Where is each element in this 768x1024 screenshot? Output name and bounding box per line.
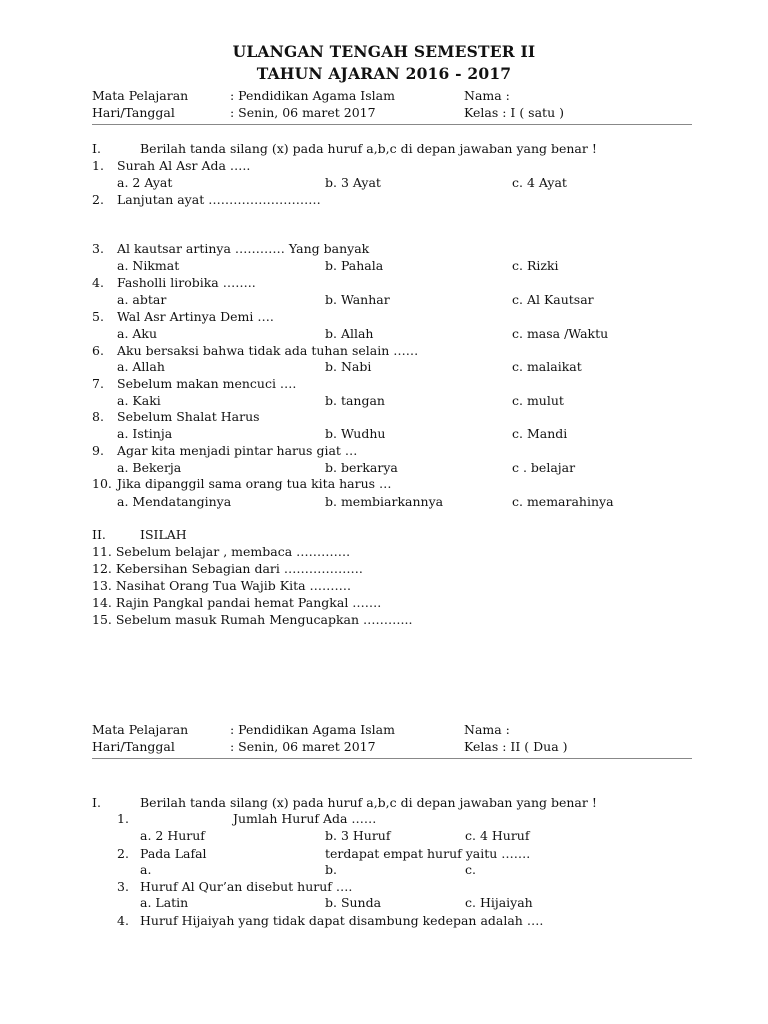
option-a: a. 2 Ayat	[117, 175, 173, 190]
option-b: b. Allah	[325, 326, 374, 341]
question-text: Sebelum Shalat Harus	[117, 409, 260, 424]
question-number: 1.	[92, 158, 104, 173]
question-text: Aku bersaksi bahwa tidak ada tuhan selain ……	[117, 343, 419, 358]
option-b: b. Sunda	[325, 895, 382, 910]
question-number: 8.	[92, 409, 104, 424]
option-c: c. Hijaiyah	[465, 895, 533, 910]
section3-instruction: Berilah tanda silang (x) pada huruf a,b,c di depan jawaban yang benar !	[140, 795, 597, 810]
exam-header-2	[92, 722, 692, 756]
option-c: c. Rizki	[512, 258, 559, 273]
option-c: c . belajar	[512, 460, 576, 475]
question-number: 10.	[92, 476, 112, 491]
question-text: Lanjutan ayat ………………………	[117, 192, 321, 207]
question-text: Agar kita menjadi pintar harus giat …	[117, 443, 358, 458]
option-c: c. 4 Huruf	[465, 828, 530, 843]
option-b: b. Pahala	[325, 258, 384, 273]
option-b: b. tangan	[325, 393, 385, 408]
option-b: b. 3 Huruf	[325, 828, 391, 843]
option-c: c. Al Kautsar	[512, 292, 594, 307]
fill-item-text: 14. Rajin Pangkal pandai hemat Pangkal …….	[92, 595, 382, 610]
section1-instruction: Berilah tanda silang (x) pada huruf a,b,c di depan jawaban yang benar !	[140, 141, 597, 156]
question-text: Sebelum makan mencuci ….	[117, 376, 297, 391]
option-b: b. berkarya	[325, 460, 398, 475]
option-b: b. Wanhar	[325, 292, 390, 307]
option-b: b. membiarkannya	[325, 494, 444, 509]
class-value: Kelas : I ( satu )	[464, 105, 564, 120]
class-value: Kelas : II ( Dua )	[464, 739, 568, 754]
fill-item-text: 13. Nasihat Orang Tua Wajib Kita ……….	[92, 578, 351, 593]
subject-value: : Pendidikan Agama Islam	[230, 88, 395, 103]
fill-item-text: 11. Sebelum belajar , membaca ………….	[92, 544, 351, 559]
option-a: a. Aku	[117, 326, 158, 341]
option-b: b.	[325, 862, 337, 877]
question-number: 3.	[117, 879, 129, 894]
question-number: 4.	[92, 275, 104, 290]
date-value: : Senin, 06 maret 2017	[230, 739, 376, 754]
date-label: Hari/Tanggal	[92, 739, 175, 754]
option-b: b. Wudhu	[325, 426, 386, 441]
section2-heading: ISILAH	[140, 527, 187, 542]
subject-label: Mata Pelajaran	[92, 88, 189, 103]
option-a: a. Bekerja	[117, 460, 182, 475]
question-text: Fasholli lirobika ……..	[117, 275, 256, 290]
option-c: c. 4 Ayat	[512, 175, 567, 190]
option-a: a. Nikmat	[117, 258, 180, 273]
option-c: c. mulut	[512, 393, 564, 408]
question-text: Surah Al Asr Ada …..	[117, 158, 251, 173]
question-text: Al kautsar artinya ………… Yang banyak	[117, 241, 370, 256]
question-text: Wal Asr Artinya Demi ….	[117, 309, 274, 324]
question-number: 5.	[92, 309, 104, 324]
option-c: c. malaikat	[512, 359, 582, 374]
question-text: Jika dipanggil sama orang tua kita harus …	[117, 476, 392, 491]
date-label: Hari/Tanggal	[92, 105, 175, 120]
option-a: a. Mendatanginya	[117, 494, 232, 509]
subject-label: Mata Pelajaran	[92, 722, 189, 737]
option-a: a. Istinja	[117, 426, 173, 441]
fill-item-text: 15. Sebelum masuk Rumah Mengucapkan ………...	[92, 612, 413, 627]
question-number: 4.	[117, 913, 129, 928]
header-divider-2	[92, 758, 692, 759]
question-number: 2.	[92, 192, 104, 207]
page-title-line2: TAHUN AJARAN 2016 - 2017	[256, 64, 512, 83]
subject-value: : Pendidikan Agama Islam	[230, 722, 395, 737]
option-c: c. memarahinya	[512, 494, 614, 509]
question-number: 9.	[92, 443, 104, 458]
question-text: Huruf Al Qur’an disebut huruf ….	[140, 879, 353, 894]
question-number: 3.	[92, 241, 104, 256]
option-a: a. 2 Huruf	[140, 828, 205, 843]
section2-roman: II.	[92, 527, 106, 542]
question-number: 7.	[92, 376, 104, 391]
option-a: a.	[140, 862, 152, 877]
option-c: c. masa /Waktu	[512, 326, 609, 341]
option-a: a. Latin	[140, 895, 189, 910]
header-divider-1	[92, 124, 692, 125]
option-c: c.	[465, 862, 476, 877]
section1-roman: I.	[92, 141, 101, 156]
option-a: a. abtar	[117, 292, 167, 307]
question-text: Pada Lafal	[140, 846, 207, 861]
question-text-continued: terdapat empat huruf yaitu …….	[325, 846, 531, 861]
option-c: c. Mandi	[512, 426, 568, 441]
question-text: Jumlah Huruf Ada ……	[233, 811, 377, 826]
exam-header-1	[92, 88, 692, 122]
option-a: a. Allah	[117, 359, 165, 374]
question-number: 6.	[92, 343, 104, 358]
fill-item-text: 12. Kebersihan Sebagian dari ……………….	[92, 561, 363, 576]
option-b: b. 3 Ayat	[325, 175, 381, 190]
question-text: Huruf Hijaiyah yang tidak dapat disambung kedepan adalah ….	[140, 913, 544, 928]
name-label: Nama :	[464, 88, 510, 103]
section3-roman: I.	[92, 795, 101, 810]
option-a: a. Kaki	[117, 393, 161, 408]
name-label: Nama :	[464, 722, 510, 737]
question-number: 1.	[117, 811, 129, 826]
date-value: : Senin, 06 maret 2017	[230, 105, 376, 120]
option-b: b. Nabi	[325, 359, 372, 374]
page-title-line1: ULANGAN TENGAH SEMESTER II	[232, 42, 536, 61]
question-number: 2.	[117, 846, 129, 861]
